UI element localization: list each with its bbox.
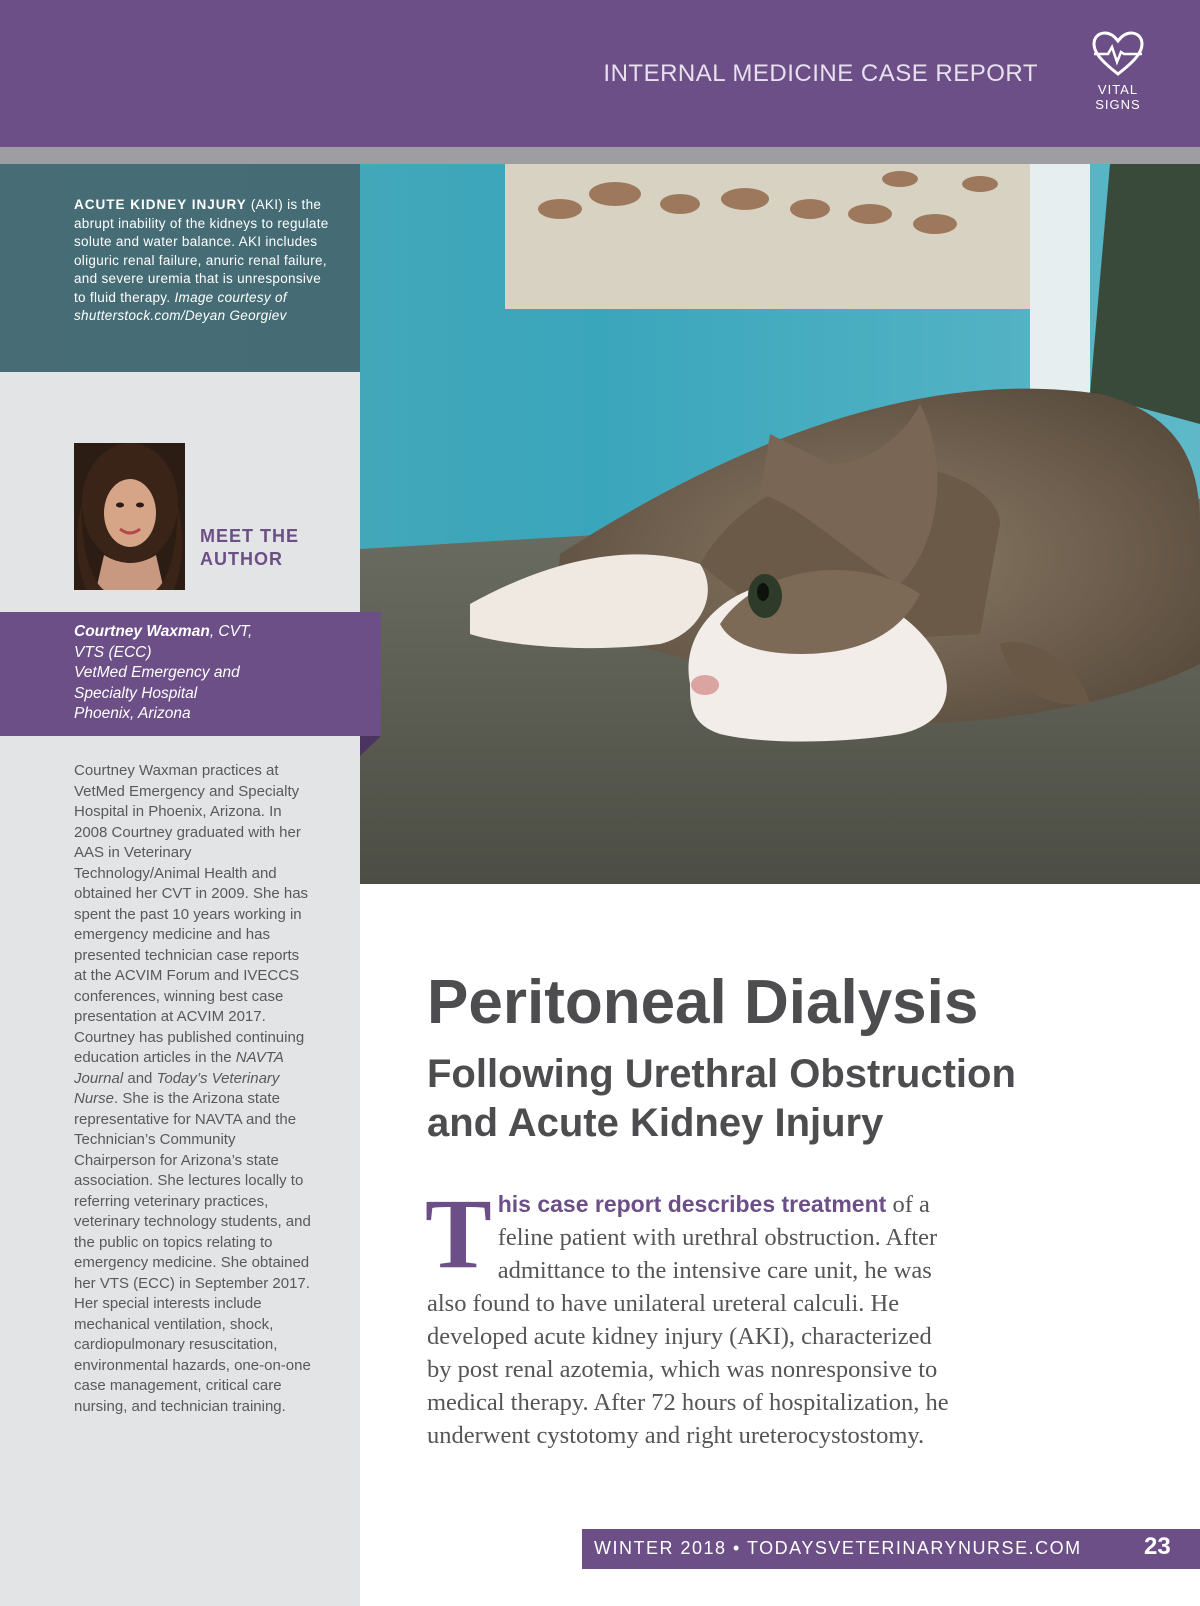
article-subtitle: Following Urethral Obstruction and Acute Kidney Injury (427, 1052, 1016, 1145)
article-intro: This case report describes treatment of a feline patient with urethral obstruction. After admittance to the intensive care unit, he was also found to have unilateral ureteral calculi. He developed acute kidney injury (AKI), characterized by post renal azotemia, which was nonresponsive to medical therapy. After 72 hours of hospitalization, he underwent cystotomy and right ureterocystostomy. (425, 1178, 949, 1449)
intro-lead: his case report describes treatment (497, 1191, 887, 1217)
divider-bar (0, 147, 1200, 164)
ribbon-fold (360, 736, 381, 756)
vital-signs-logo (1080, 30, 1156, 112)
meet-the-author-heading: MEET THE AUTHOR (200, 526, 300, 569)
image-caption: ACUTE KIDNEY INJURY (AKI) is the abrupt inability of the kidneys to regulate solute and water balance. AKI includes oliguric renal failure, anuric renal failure, and severe uremia that is unresponsive to fluid therapy. Image courtesy of shutterstock.com/Deyan Georgiev (74, 197, 329, 323)
author-credentials: Courtney Waxman, CVT, VTS (ECC) VetMed Emergency and Specialty Hospital Phoenix, Arizona (74, 623, 253, 722)
author-bio: Courtney Waxman practices at VetMed Emergency and Specialty Hospital in Phoenix, Arizona. In 2008 Courtney graduated with her AAS in Veterinary Technology/Animal Health and obtained her CVT in 2009. She has spent the past 10 years working in emergency medicine and has presented technician case reports at the ACVIM Forum and IVECCS conferences, winning best case presentation at ACVIM 2017. Courtney has published continuing education articles in the NAVTA Journal and Today’s Veterinary Nurse. She is the Arizona state representative for NAVTA and the Technician’s Community Chairperson for Arizona’s state association. She lectures locally to referring veterinary practices, veterinary technology students, and the public on topics relating to emergency medicine. She obtained her VTS (ECC) in September 2017. Her special interests include mechanical ventilation, shock, cardiopulmonary resuscitation, environmental hazards, one-on-one case management, critical care nursing, and technician training. (74, 762, 311, 1415)
footer-issue: WINTER 2018 • TODAYSVETERINARYNURSE.COM (594, 1538, 1082, 1558)
author-photo (74, 443, 185, 590)
section-title: INTERNAL MEDICINE CASE REPORT (603, 60, 1038, 87)
article-title: Peritoneal Dialysis (427, 968, 979, 1037)
page-number: 23 (1144, 1533, 1171, 1560)
heart-pulse-icon (1090, 30, 1146, 78)
logo-text: VITAL SIGNS (1095, 82, 1141, 112)
drop-cap: T (425, 1178, 492, 1289)
